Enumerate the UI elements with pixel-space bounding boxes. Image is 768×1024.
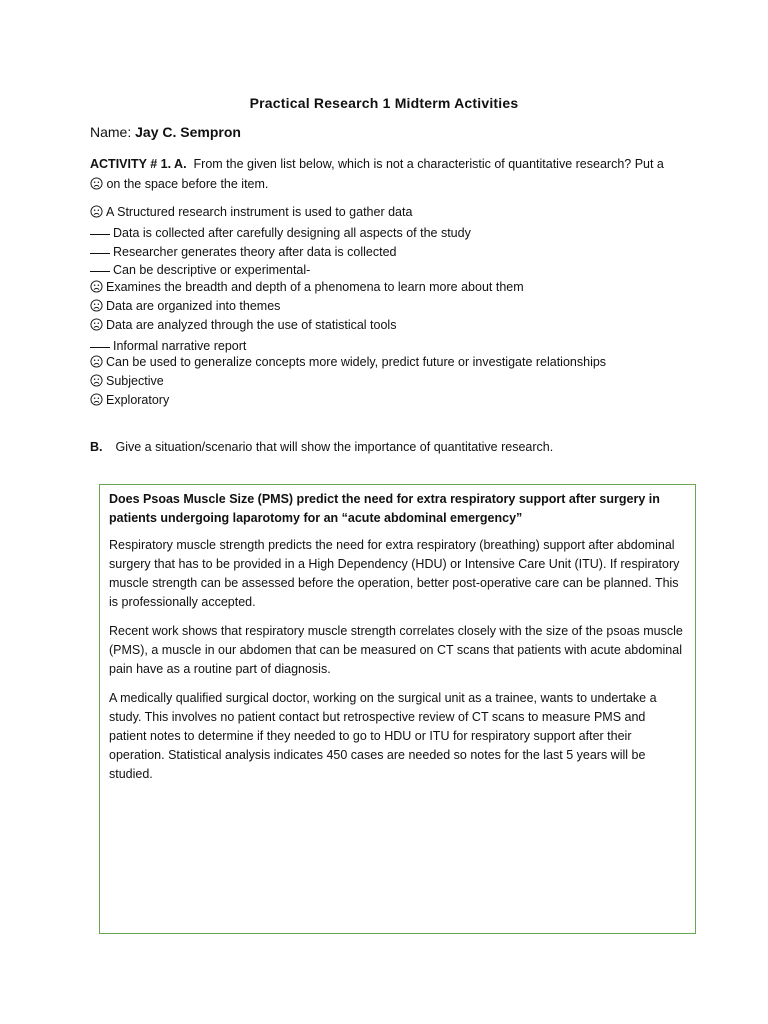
activity-1a-prompt xyxy=(90,154,690,194)
frowning-face-icon xyxy=(90,355,103,368)
list-item-text: Subjective xyxy=(106,374,164,389)
list-item xyxy=(90,335,710,354)
activity-instruction: on the space before the item. xyxy=(106,177,269,191)
section-b-prompt xyxy=(90,440,553,454)
list-item-text: A Structured research instrument is used to gather data xyxy=(106,205,413,219)
frowning-face-icon xyxy=(90,393,103,406)
scenario-heading: Does Psoas Muscle Size (PMS) predict the need for extra respiratory support after surgery in patients undergoing laparotomy for an “acute abdominal emergency” xyxy=(109,492,660,525)
list-item xyxy=(90,372,710,391)
name-line xyxy=(90,124,241,140)
frowning-face-icon xyxy=(90,318,103,331)
list-item xyxy=(90,222,710,241)
name-label: Name: xyxy=(90,124,132,140)
section-b-letter: B. xyxy=(90,440,103,454)
frowning-face-icon xyxy=(90,299,103,312)
list-item-text: Data is collected after carefully designing all aspects of the study xyxy=(113,225,471,240)
list-item xyxy=(90,391,710,410)
list-item-text: Data are analyzed through the use of statistical tools xyxy=(106,317,397,332)
list-item xyxy=(90,203,710,222)
scenario-paragraph: A medically qualified surgical doctor, working on the surgical unit as a trainee, wants to undertake a study. This involves no patient contact but retrospective review of CT scans to measure PMS and patient notes to determine if they needed to go to HDU or ITU for respiratory support after their operation. Statistical analysis indicates 450 cases are needed so notes for the last 5 years will be studied. xyxy=(109,691,657,781)
list-item-text: Can be used to generalize concepts more widely, predict future or investigate relationships xyxy=(106,355,607,370)
answer-blank xyxy=(90,241,110,254)
list-item xyxy=(90,297,710,316)
scenario-paragraph: Respiratory muscle strength predicts the need for extra respiratory (breathing) support after abdominal surgery that has to be provided in a High Dependency (HDU) or Intensive Care Unit (ITU). If respiratory muscle strength can be assessed before the operation, better post-operative care can be planned. This is professionally accepted. xyxy=(109,538,680,609)
section-b-text: Give a situation/scenario that will show the importance of quantitative research. xyxy=(115,440,554,454)
scenario-paragraph: Recent work shows that respiratory muscle strength correlates closely with the size of the psoas muscle (PMS), a muscle in our abdomen that can be measured on CT scans that patients with acute abdominal pain have as a routine part of diagnosis. xyxy=(109,624,683,676)
student-name: Jay C. Sempron xyxy=(135,124,241,140)
frowning-face-icon xyxy=(90,205,103,218)
frowning-face-icon xyxy=(90,374,103,387)
characteristics-list xyxy=(90,203,710,410)
list-item-text: Exploratory xyxy=(106,392,170,407)
answer-blank xyxy=(90,222,110,235)
frowning-face-icon xyxy=(90,280,103,293)
answer-blank xyxy=(90,335,110,348)
activity-label: ACTIVITY # 1. A. xyxy=(90,157,187,171)
list-item xyxy=(90,316,710,335)
list-item-text: Examines the breadth and depth of a phenomena to learn more about them xyxy=(106,280,524,295)
activity-question: From the given list below, which is not a characteristic of quantitative research? Put a xyxy=(193,157,664,171)
list-item xyxy=(90,241,710,260)
frowning-face-icon xyxy=(90,177,103,190)
list-item xyxy=(90,278,710,297)
scenario-answer-box xyxy=(99,484,696,934)
list-item-text: Informal narrative report xyxy=(113,338,247,353)
document-title: Practical Research 1 Midterm Activities xyxy=(249,95,519,111)
answer-blank xyxy=(90,259,110,272)
list-item-text: Can be descriptive or experimental- xyxy=(113,263,311,278)
list-item xyxy=(90,353,710,372)
list-item-text: Data are organized into themes xyxy=(106,298,281,313)
list-item-text: Researcher generates theory after data is collected xyxy=(113,244,397,259)
list-item xyxy=(90,259,710,278)
